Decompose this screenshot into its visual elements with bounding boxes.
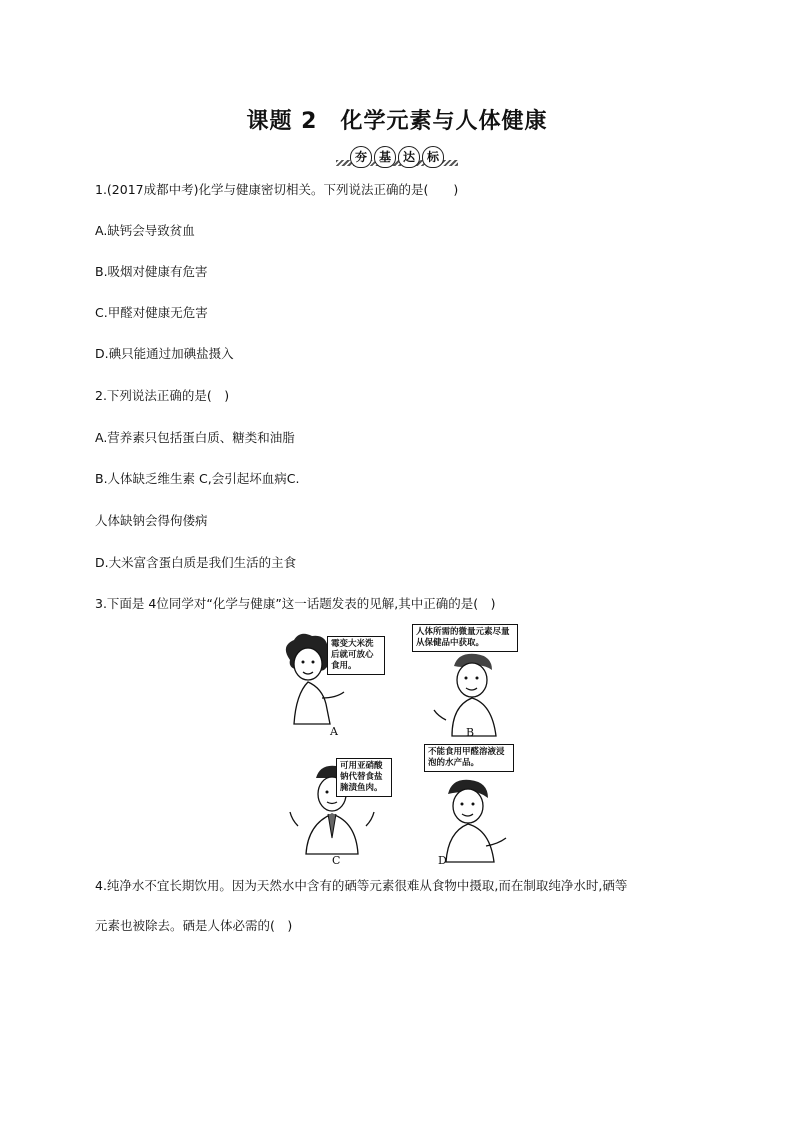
speech-bubble-a: 霉变大米洗后就可放心食用。 [327,636,385,675]
boy-illustration-icon [428,650,548,740]
q4-line-1: 4.纯净水不宜长期饮用。因为天然水中含有的硒等元素很难从食物中摄取,而在制取纯净水时,硒等 [95,878,628,893]
figure-student-c [278,756,388,868]
figure-student-a [272,628,392,738]
q2-option-a: A.营养素只包括蛋白质、糖类和油脂 [95,430,295,445]
q3-stem: 3.下面是 4位同学对“化学与健康”这一话题发表的见解,其中正确的是( ) [95,596,496,611]
figure-label-d: D [438,854,447,867]
badge-char: 基 [374,146,396,168]
figure-label-a: A [330,725,338,738]
q1-stem: 1.(2017成都中考)化学与健康密切相关。下列说法正确的是( ) [95,182,459,197]
q2-option-c: 人体缺钠会得佝偻病 [95,513,208,528]
badge-char: 夯 [350,146,372,168]
q1-option-d: D.碘只能通过加碘盐摄入 [95,346,234,361]
page-title: 课题 2 化学元素与人体健康 [246,109,548,134]
q2-option-d: D.大米富含蛋白质是我们生活的主食 [95,555,297,570]
section-badge [336,146,458,170]
figure-student-d [400,744,540,868]
speech-bubble-d: 不能食用甲醛溶液浸泡的水产品。 [424,744,514,772]
q1-option-b: B.吸烟对健康有危害 [95,264,208,279]
figure-label-c: C [332,854,341,867]
speech-bubble-c: 可用亚硝酸钠代替食盐腌渍鱼肉。 [336,758,392,797]
badge-char: 达 [398,146,420,168]
badge-char: 标 [422,146,444,168]
q1-option-a: A.缺钙会导致贫血 [95,223,195,238]
figure-label-b: B [466,726,475,739]
q2-option-b: B.人体缺乏维生素 C,会引起坏血病C. [95,471,300,486]
speech-bubble-b: 人体所需的微量元素尽量从保健品中获取。 [412,624,518,652]
figure-student-b [408,624,528,738]
q1-option-c: C.甲醛对健康无危害 [95,305,208,320]
q4-line-2: 元素也被除去。硒是人体必需的( ) [95,918,293,933]
boy-illustration-icon [426,774,536,864]
q2-stem: 2.下列说法正确的是( ) [95,388,230,403]
